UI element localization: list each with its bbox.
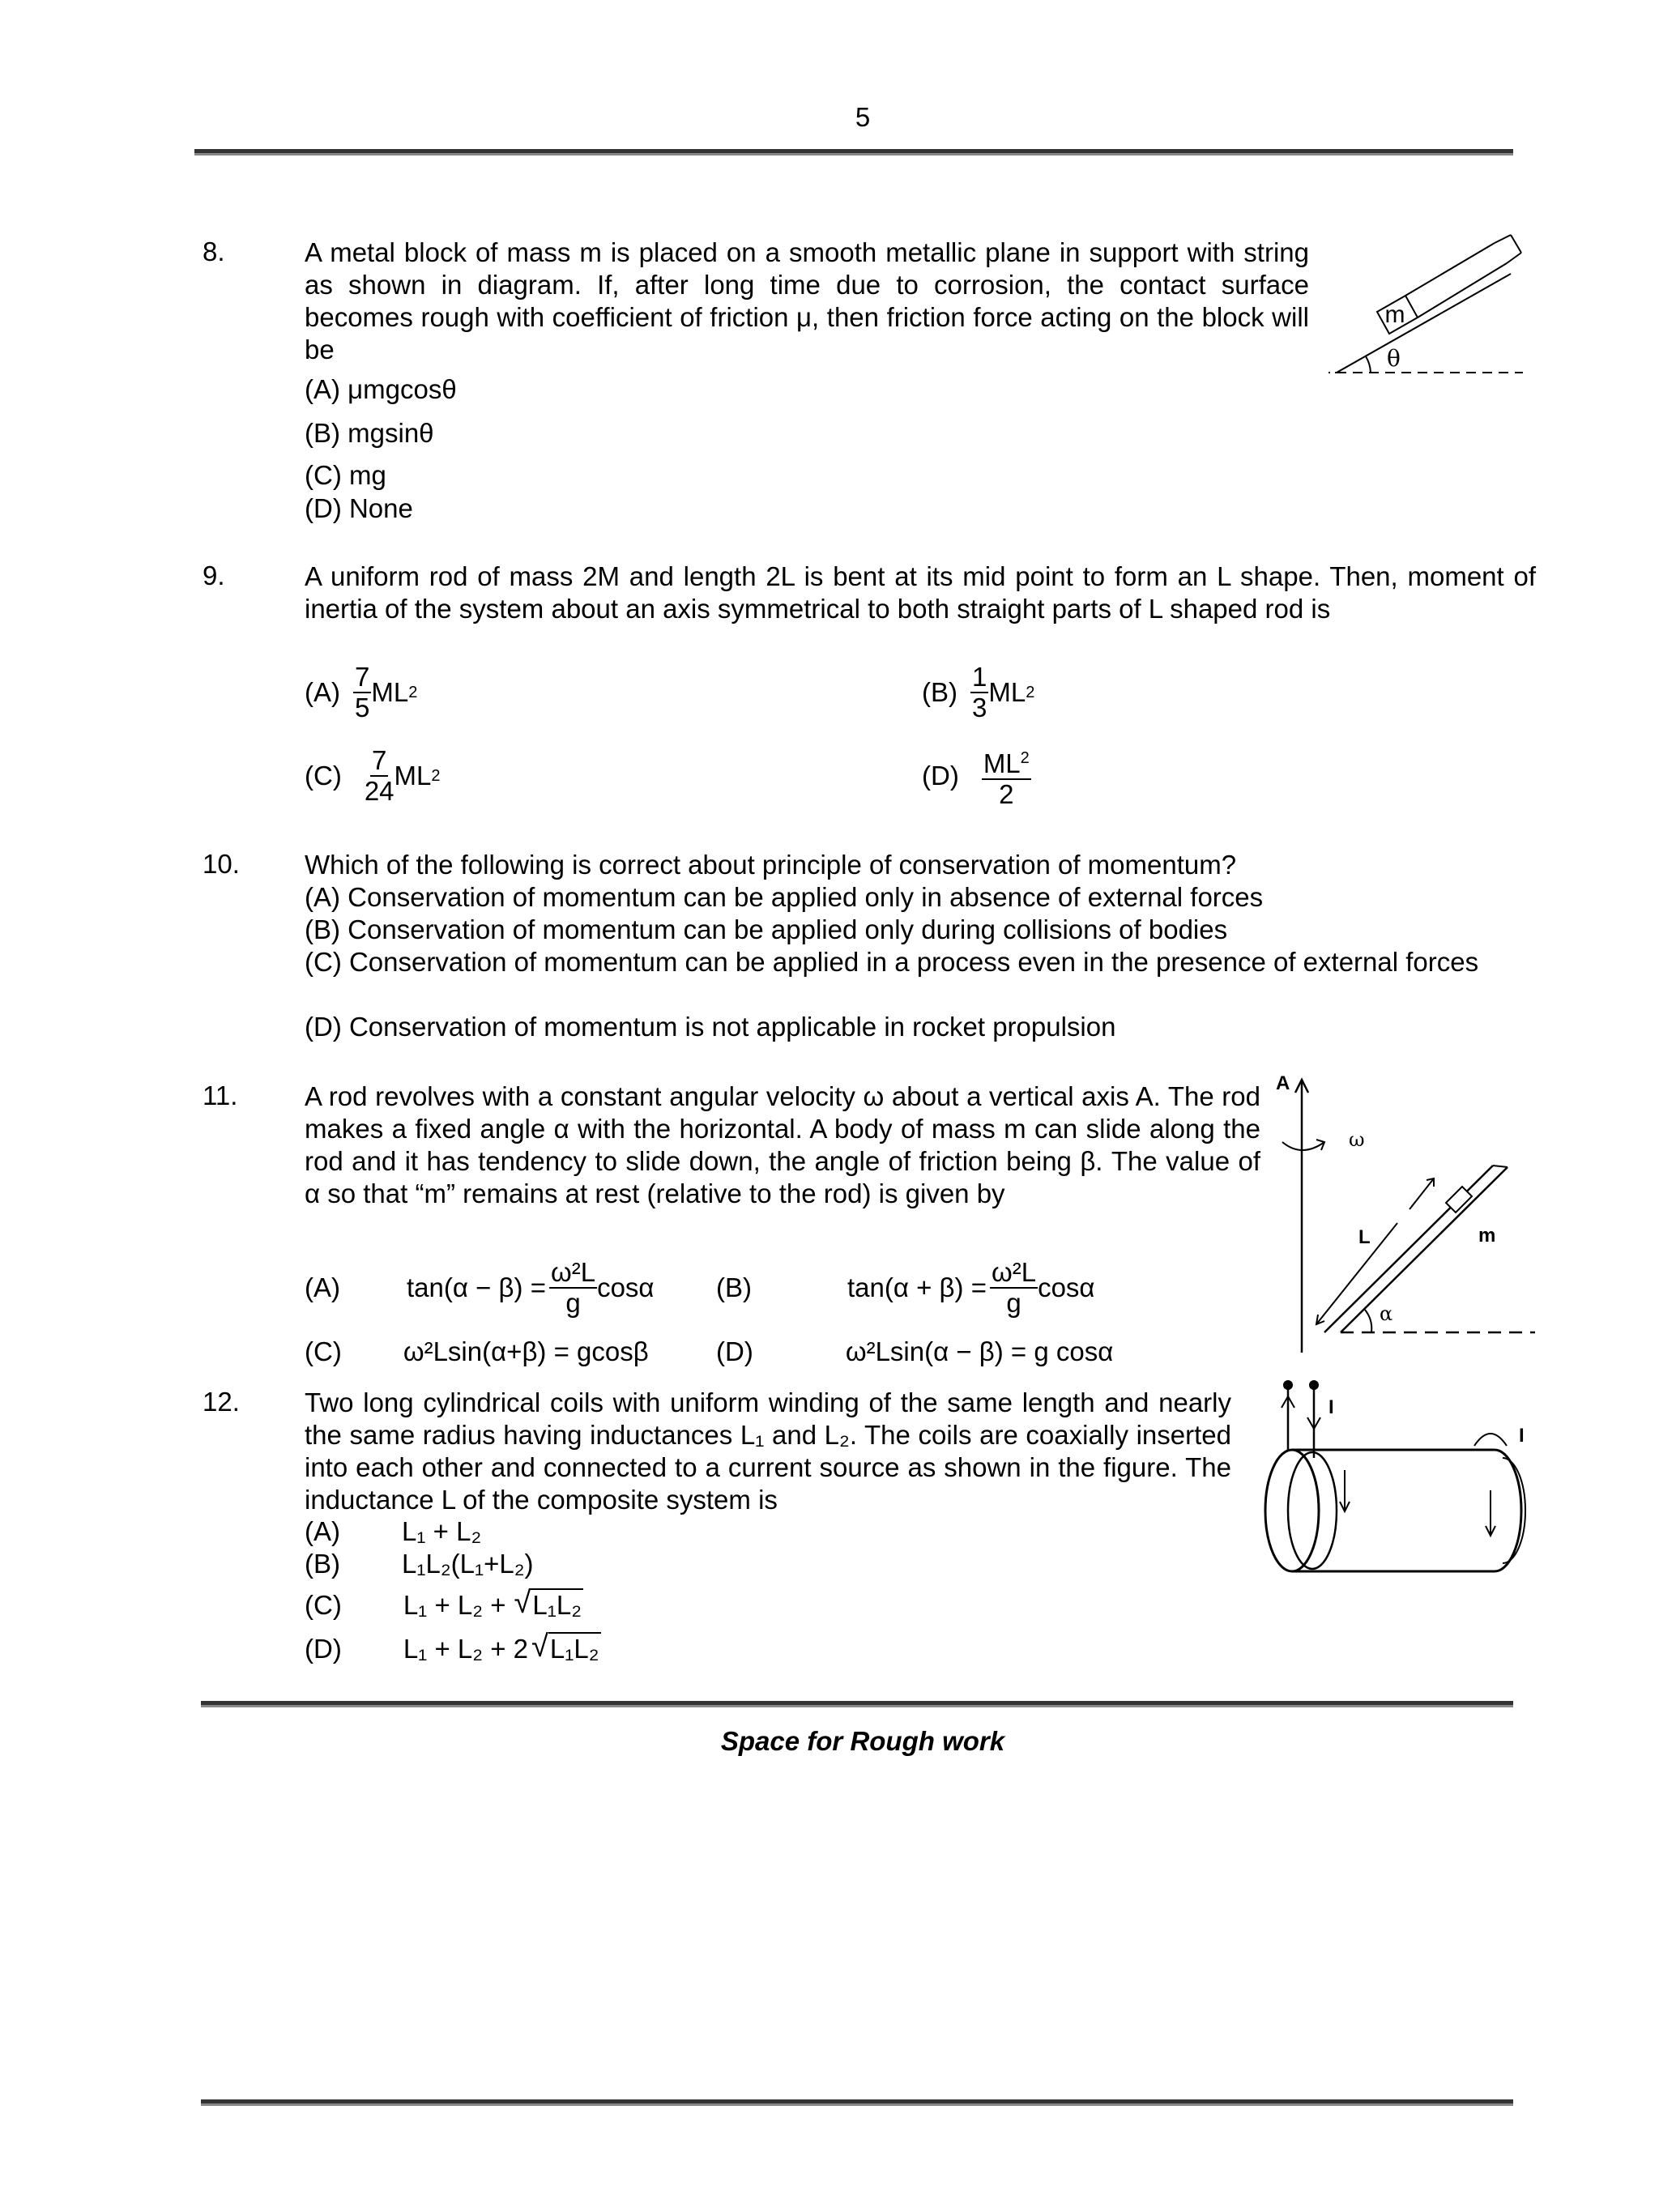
q9-c-sup: 2 <box>431 766 441 785</box>
q12-number: 12. <box>203 1387 240 1417</box>
q11-number: 11. <box>203 1080 238 1110</box>
q9-a-fraction <box>353 663 371 722</box>
q9-d-num <box>982 744 1031 780</box>
q10-option-c: (C) Conservation of momentum can be applied in a process even in the presence of external forces <box>305 947 1479 977</box>
q9-d-label: (D) <box>922 761 959 791</box>
q9-a-label: (A) <box>305 677 340 707</box>
page-number: 5 <box>855 102 871 132</box>
q10-text: Which of the following is correct about principle of conservation of momentum? <box>305 850 1237 880</box>
q12-d-label: (D) <box>305 1634 342 1664</box>
q9-a-sup: 2 <box>408 683 418 701</box>
q11-fig-length-label: L <box>1358 1226 1371 1248</box>
q11-b-rhs: cosα <box>1038 1272 1095 1302</box>
q9-a-rest: ML <box>371 677 409 707</box>
q8-text: A metal block of mass m is placed on a smooth metallic plane in support with string as shown in diagram. If, after long time due to corrosion, the contact surface becomes rough with coefficient of friction μ, then friction force acting on the block will be <box>305 237 1309 364</box>
q12-a-label: (A) <box>305 1516 340 1546</box>
q12-b-text: L₁L₂(L₁+L₂) <box>402 1549 534 1579</box>
footer-rule <box>201 2099 1513 2103</box>
q11-c-text: ω²Lsin(α+β) = gcosβ <box>403 1336 649 1366</box>
q9-c-num: 7 <box>371 745 387 775</box>
q12-c-label: (C) <box>305 1590 342 1620</box>
q9-b-sup: 2 <box>1026 683 1035 701</box>
q12-option-a <box>305 1516 481 1547</box>
q11-option-a <box>305 1251 655 1324</box>
q9-b-fraction <box>970 663 988 722</box>
q10-option-d: (D) Conservation of momentum is not applicable in rocket propulsion <box>305 1012 1116 1042</box>
q12-option-c <box>305 1586 583 1621</box>
q11-a-num: ω²L <box>550 1257 596 1287</box>
q12-option-d <box>305 1630 601 1664</box>
q9-a-den: 5 <box>355 693 370 722</box>
q11-option-b <box>716 1251 1095 1324</box>
q11-d-label: (D) <box>716 1336 753 1366</box>
q12-text: Two long cylindrical coils with uniform winding of the same length and nearly the same radius having inductances L₁ and L₂. The coils are coaxially inserted into each other and connected to a current source as shown in the figure. The inductance L of the composite system is <box>305 1387 1231 1515</box>
q8-fig-theta-label: θ <box>1387 345 1401 372</box>
q11-fig-mass-label: m <box>1478 1225 1496 1247</box>
q9-c-rest: ML <box>394 761 432 791</box>
q9-c-den: 24 <box>364 776 394 806</box>
rough-work-rule <box>201 1701 1513 1705</box>
q10-option-a: (A) Conservation of momentum can be applied only in absence of external forces <box>305 882 1264 912</box>
q12-a-text: L₁ + L₂ <box>402 1516 482 1546</box>
q9-b-num: 1 <box>972 662 987 692</box>
q11-b-fraction <box>990 1258 1038 1318</box>
q9-b-rest: ML <box>988 677 1026 707</box>
q11-b-num: ω²L <box>991 1257 1037 1287</box>
q12-d-sqrt-icon: √ <box>531 1630 548 1664</box>
q11-a-fraction <box>549 1258 597 1318</box>
q9-c-label: (C) <box>305 761 342 791</box>
q8-option-a: (A) μmgcosθ <box>305 374 457 404</box>
q9-a-num: 7 <box>355 662 370 692</box>
q8-option-b: (B) mgsinθ <box>305 418 434 448</box>
q9-b-den: 3 <box>972 693 987 722</box>
q11-option-c <box>305 1336 649 1367</box>
q12-c-root: L₁L₂ <box>532 1590 582 1620</box>
q9-option-a <box>305 660 417 725</box>
q9-option-b <box>922 660 1034 725</box>
q12-d-root: L₁L₂ <box>549 1634 599 1664</box>
q11-fig-omega-label: ω <box>1349 1128 1365 1151</box>
q10-option-b: (B) Conservation of momentum can be applied only during collisions of bodies <box>305 914 1228 944</box>
q11-option-d <box>716 1336 1113 1367</box>
q11-b-den: g <box>1006 1288 1021 1318</box>
q9-option-c <box>305 744 441 808</box>
q9-text: A uniform rod of mass 2M and length 2L is bent at its mid point to form an L shape. Then, moment of inertia of the system about an axis symmetrical to both straight parts of L shaped rod is <box>305 561 1536 624</box>
q8-option-d: (D) None <box>305 493 413 523</box>
q9-b-label: (B) <box>922 677 957 707</box>
q11-rod-figure <box>1276 1065 1535 1357</box>
q9-c-fraction <box>365 746 394 806</box>
q12-c-text: L₁ + L₂ + <box>403 1590 506 1620</box>
q8-incline-figure <box>1328 227 1531 381</box>
q8-option-c: (C) mg <box>305 460 386 490</box>
q11-c-label: (C) <box>305 1336 342 1366</box>
q12-option-b <box>305 1549 534 1579</box>
q12-c-sqrt-icon: √ <box>514 1586 531 1620</box>
q11-a-rhs: cosα <box>597 1272 655 1302</box>
q11-b-lhs: tan(α + β) = <box>847 1272 987 1302</box>
q11-a-lhs: tan(α − β) = <box>407 1272 546 1302</box>
q8-number: 8. <box>203 237 225 266</box>
q12-b-label: (B) <box>305 1549 340 1579</box>
q12-coil-figure <box>1256 1369 1563 1579</box>
q8-fig-mass-label: m <box>1384 301 1405 328</box>
q11-text: A rod revolves with a constant angular velocity ω about a vertical axis A. The rod makes a fixed angle α with the horizontal. A body of mass m can slide along the rod and it has tendency to slide down, the angle of friction being β. The value of α so that “m” remains at rest (relative to the rod) is given by <box>305 1081 1260 1208</box>
q11-b-label: (B) <box>716 1272 752 1302</box>
q9-d-den: 2 <box>999 778 1014 809</box>
q11-fig-alpha-label: α <box>1380 1302 1393 1325</box>
q9-d-fraction <box>982 744 1031 809</box>
q11-fig-axis-label: A <box>1276 1072 1290 1094</box>
q9-option-d <box>922 744 1031 808</box>
q10-number: 10. <box>203 849 240 879</box>
rough-work-label: Space for Rough work <box>720 1726 1005 1756</box>
q12-fig-current-label-2: I <box>1519 1425 1525 1447</box>
q12-d-text: L₁ + L₂ + 2 <box>403 1634 529 1664</box>
q11-d-text: ω²Lsin(α − β) = g cosα <box>845 1336 1114 1366</box>
q12-fig-current-label-1: I <box>1328 1396 1334 1418</box>
q11-a-den: g <box>565 1288 581 1318</box>
q9-d-sup: 2 <box>1020 748 1030 767</box>
q9-number: 9. <box>203 560 225 590</box>
header-rule <box>194 149 1513 153</box>
q11-a-label: (A) <box>305 1272 340 1302</box>
q9-d-num-text: ML <box>983 748 1021 778</box>
